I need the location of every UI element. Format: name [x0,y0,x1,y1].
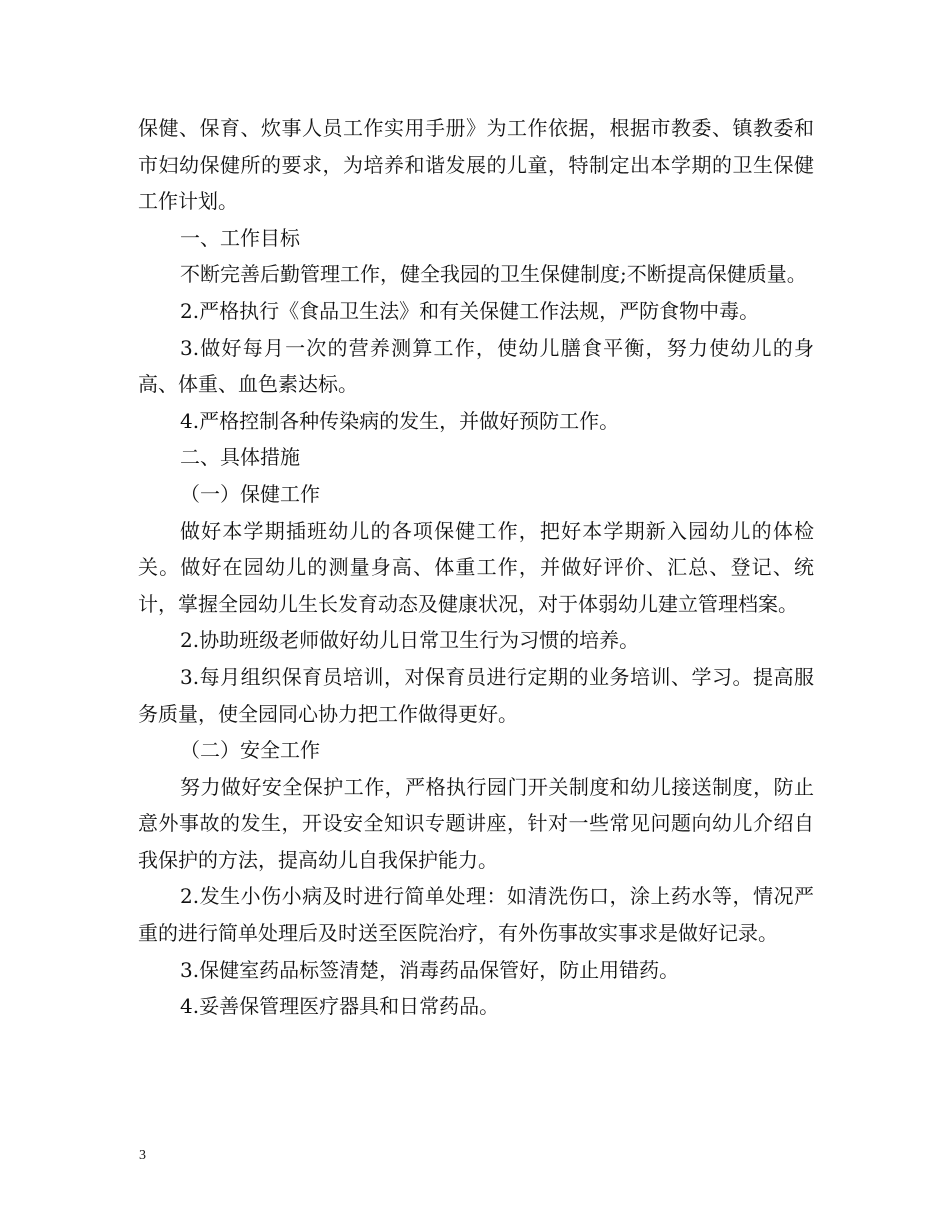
document-body [138,110,814,1025]
paragraph: 3.做好每月一次的营养测算工作，使幼儿膳食平衡，努力使幼儿的身高、体重、血色素达标。 [138,335,814,397]
paragraph: 4.严格控制各种传染病的发生，并做好预防工作。 [180,408,620,433]
paragraph: 2.发生小伤小病及时进行简单处理：如清洗伤口，涂上药水等，情况严重的进行简单处理后及时送至医院治疗，有外伤事故实事求是做好记录。 [138,884,814,946]
paragraph: 2.严格执行《食品卫生法》和有关保健工作法规，严防食物中毒。 [180,298,760,323]
paragraph: 不断完善后勤管理工作，健全我园的卫生保健制度;不断提高保健质量。 [180,262,807,287]
paragraph: 努力做好安全保护工作，严格执行园门开关制度和幼儿接送制度，防止意外事故的发生，开设安全知识专题讲座，针对一些常见问题向幼儿介绍自我保护的方法，提高幼儿自我保护能力。 [138,774,814,872]
section-heading: 一、工作目标 [180,225,300,250]
paragraph: 4.妥善保管理医疗器具和日常药品。 [180,994,500,1019]
paragraph: 保健、保育、炊事人员工作实用手册》为工作依据，根据市教委、镇教委和市妇幼保健所的要求，为培养和谐发展的儿童，特制定出本学期的卫生保健工作计划。 [138,116,814,214]
section-heading: 二、具体措施 [180,445,300,470]
paragraph: 3.每月组织保育员培训，对保育员进行定期的业务培训、学习。提高服务质量，使全园同心协力把工作做得更好。 [138,664,814,726]
paragraph: 做好本学期插班幼儿的各项保健工作，把好本学期新入园幼儿的体检关。做好在园幼儿的测量身高、体重工作，并做好评价、汇总、登记、统计，掌握全园幼儿生长发育动态及健康状况，对于体弱幼儿建立管理档案。 [138,518,814,616]
page-number: 3 [139,1148,146,1163]
subsection-heading: （二）安全工作 [180,738,320,763]
paragraph: 2.协助班级老师做好幼儿日常卫生行为习惯的培养。 [180,628,640,653]
paragraph: 3.保健室药品标签清楚，消毒药品保管好，防止用错药。 [180,957,680,982]
subsection-heading: （一）保健工作 [180,481,320,506]
